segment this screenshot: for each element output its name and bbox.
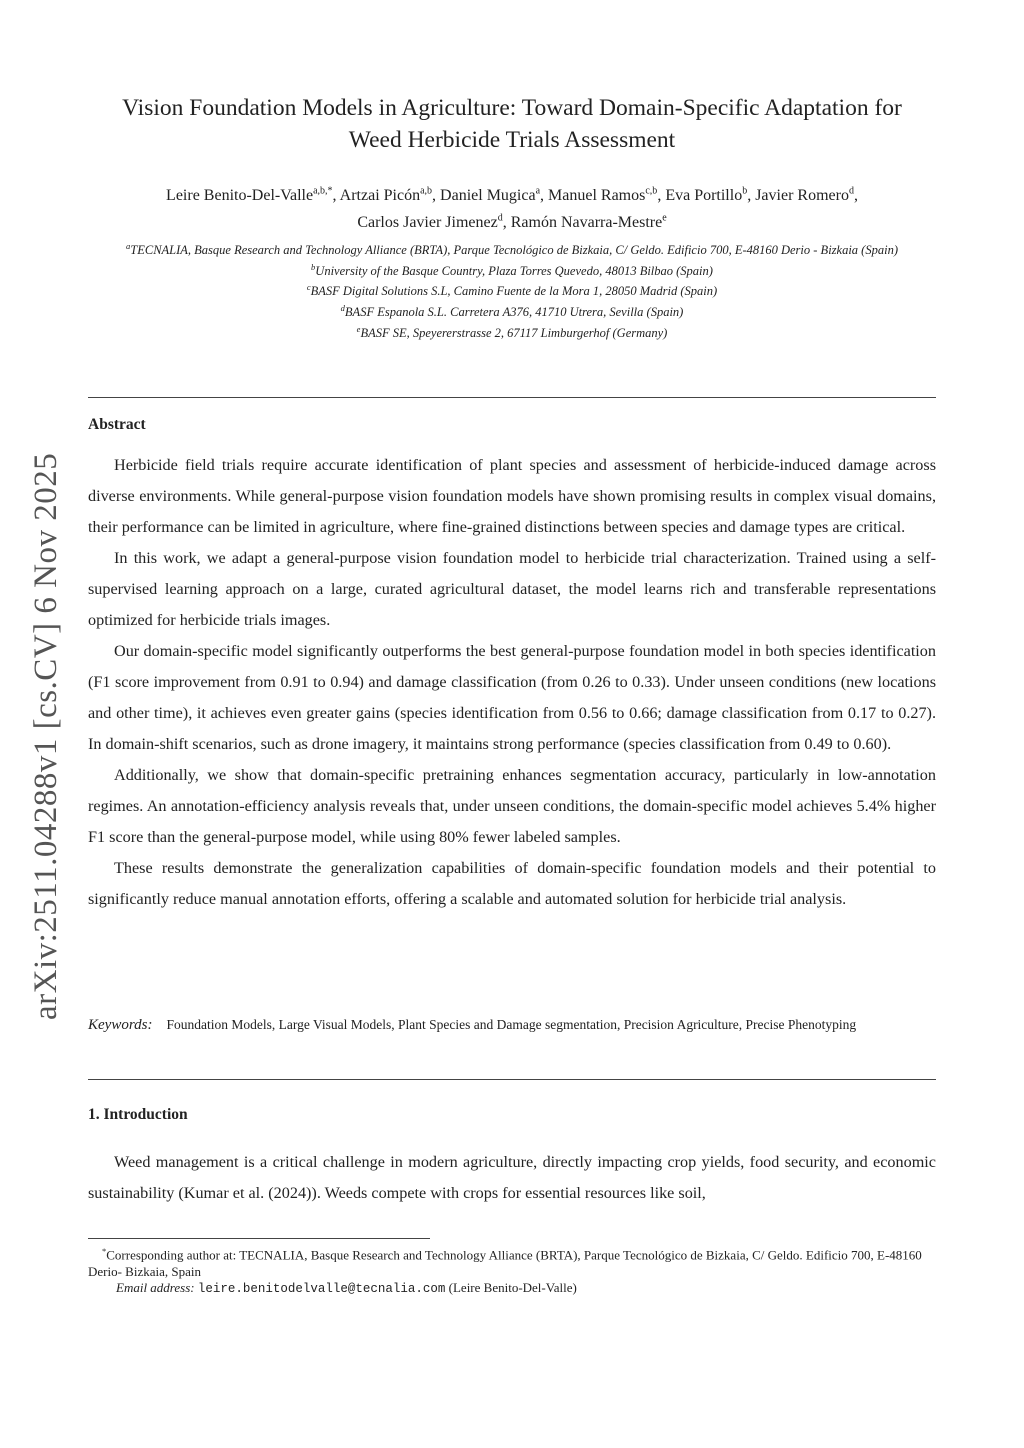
author: Artzai Picón$^{a,b}$, [339, 186, 441, 205]
affiliation-d: $^d$BASF Espanola S.L. Carretera A376, 41710 Utrera, Sevilla (Spain) [340, 302, 684, 320]
abstract-body [88, 450, 936, 915]
keywords-text: Foundation Models, Large Visual Models, Plant Species and Damage segmentation, Precision Agriculture, Precise Phenotyping [166, 1017, 857, 1032]
affiliation-b: $^b$University of the Basque Country, Plaza Torres Quevedo, 48013 Bilbao (Spain) [311, 261, 713, 278]
affiliation-c: $^c$BASF Digital Solutions S.L, Camino Fuente de la Mora 1, 28050 Madrid (Spain) [306, 282, 718, 299]
email-address[interactable]: leire.benitodelvalle@tecnalia.com [197, 1282, 446, 1297]
author: Javier Romero$^d$, [755, 186, 858, 205]
abstract-paragraph: These results demonstrate the generalization capabilities of domain-specific foundation models and their potential to significantly reduce manual annotation efforts, offering a scalable and automated solution for herbicide trial analysis. [88, 859, 936, 908]
affiliation-a: $^a$TECNALIA, Basque Research and Technology Alliance (BRTA), Parque Tecnológico de Bizkaia, C/ Geldo. Edificio 700, E-48160 Derio - Bizkaia (Spain) [126, 241, 898, 258]
author: Manuel Ramos$^{c,b}$, [548, 186, 666, 205]
affiliation-list [80, 238, 944, 341]
abstract-heading: Abstract [88, 416, 146, 433]
author: Eva Portillo$^b$, [665, 186, 756, 205]
footnote-corresponding: *Corresponding author at: TECNALIA, Basque Research and Technology Alliance (BRTA), Parque Tecnológico de Bizkaia, C/ Geldo. Edificio 700, E-48160 Derio- Bizkaia, Spain [88, 1246, 922, 1279]
abstract-paragraph: Herbicide field trials require accurate identification of plant species and assessment of herbicide-induced damage across diverse environments. While general-purpose vision foundation models have shown promising results in complex visual domains, their performance can be limited in agriculture, where fine-grained distinctions between species and damage types are critical. [88, 456, 936, 536]
keywords [88, 1009, 936, 1041]
footnote-rule [88, 1238, 430, 1239]
author: Carlos Javier Jimenez$^d$, [357, 212, 511, 231]
keywords-label: Keywords: [88, 1017, 153, 1033]
title-line-1: Vision Foundation Models in Agriculture: Toward Domain-Specific Adaptation for [122, 95, 902, 121]
abstract-paragraph: Additionally, we show that domain-specific pretraining enhances segmentation accuracy, particularly in low-annotation regimes. An annotation-efficiency analysis reveals that, under unseen conditions, the domain-specific model achieves 5.4% higher F1 score than the general-purpose model, while using 80% fewer labeled samples. [88, 766, 936, 846]
introduction-body [88, 1147, 936, 1209]
arxiv-identifier: arXiv:2511.04288v1 [cs.CV] 6 Nov 2025 [28, 452, 64, 1020]
footnote [88, 1243, 936, 1298]
abstract-paragraph: In this work, we adapt a general-purpose vision foundation model to herbicide trial characterization. Trained using a self-supervised learning approach on a large, curated agricultural dataset, the model learns rich and transferable representations optimized for herbicide trials images. [88, 549, 936, 629]
email-owner: (Leire Benito-Del-Valle) [448, 1280, 577, 1296]
author: Daniel Mugica$^a$, [440, 186, 549, 205]
author-list [80, 181, 944, 234]
section-heading-introduction: 1. Introduction [88, 1106, 188, 1123]
author: Ramón Navarra-Mestre$^e$ [510, 212, 667, 231]
affiliation-e: $^e$BASF SE, Speyererstrasse 2, 67117 Limburgerhof (Germany) [356, 323, 668, 340]
abstract-paragraph: Our domain-specific model significantly outperforms the best general-purpose foundation model in both species identification (F1 score improvement from 0.91 to 0.94) and damage classification (from 0.26 to 0.33). Under unseen conditions (new locations and other time), it achieves even greater gains (species identification from 0.56 to 0.66; damage classification from 0.17 to 0.27). In domain-shift scenarios, such as drone imagery, it maintains strong performance (species classification from 0.49 to 0.60). [88, 642, 936, 753]
footnote-email [88, 1280, 936, 1298]
title-line-2: Weed Herbicide Trials Assessment [348, 127, 676, 153]
introduction-paragraph: Weed management is a critical challenge in modern agriculture, directly impacting crop yields, food security, and economic sustainability (Kumar et al. (2024)). Weeds compete with crops for essential resources like soil, [88, 1153, 936, 1202]
author: Leire Benito-Del-Valle$^{a,b,*}$, [166, 186, 340, 205]
email-label: Email address: [116, 1280, 195, 1296]
paper-title [80, 92, 944, 156]
divider-bottom [88, 1079, 936, 1080]
divider-top [88, 397, 936, 398]
